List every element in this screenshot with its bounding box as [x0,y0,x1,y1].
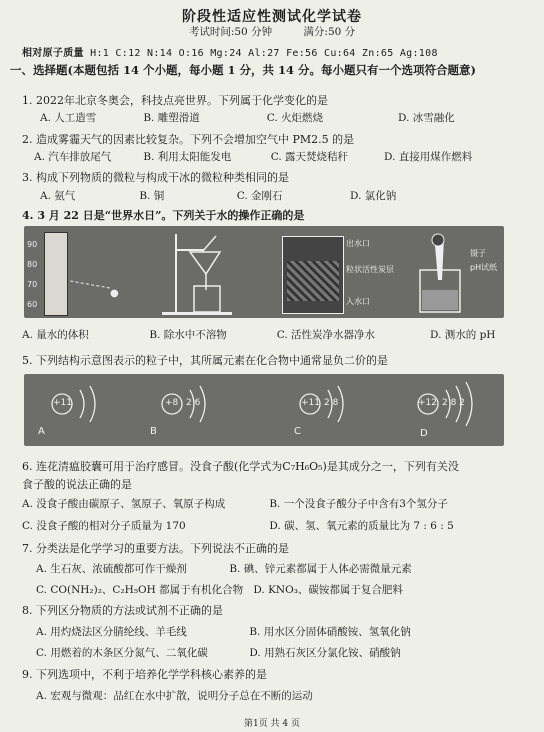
q1-option-b: B. 雕塑滑道 [143,112,200,124]
label-water-in: 入水口 [346,297,370,306]
sight-line [70,281,110,289]
filtration-apparatus [154,230,244,316]
q2-option-c: C. 露天焚烧秸秆 [270,151,349,163]
question-3-options [40,188,396,203]
q4-option-a: A. 量水的体积 [22,329,89,341]
exam-meta [0,24,544,39]
particle-d-letter: D [420,428,428,439]
q4-option-c: C. 活性炭净水器净水 [276,329,376,341]
question-5-stem: 5. 下列结构示意图表示的粒子中，其所属元素在化合物中通常显负二价的是 [22,354,388,367]
question-4-options [22,327,495,342]
q3-option-d: D. 氯化钠 [350,190,397,202]
q7-option-b: B. 碘、锌元素都属于人体必需微量元素 [229,563,412,575]
question-8-stem: 8. 下列区分物质的方法或试剂不正确的是 [22,604,223,617]
question-6-stem: 6. 连花清瘟胶囊可用于治疗感冒。没食子酸(化学式为C₇H₆O₅)是其成分之一，下列有关没 [22,460,459,473]
atomic-masses [22,44,438,59]
question-6-options-row2 [22,518,454,533]
carbon-layer [287,261,339,301]
question-3-stem: 3. 构成下列物质的微粒与构成干冰的微粒种类相同的是 [22,171,289,184]
exam-title: 阶段性适应性测试化学试卷 [182,9,362,25]
ph-test-apparatus [408,230,498,316]
graduated-cylinder [44,232,68,316]
label-water-out: 出水口 [346,239,370,248]
question-1-stem: 1. 2022年北京冬奥会，科技点亮世界。下列属于化学变化的是 [22,94,328,107]
particle-d-shells: 2 8 2 [442,398,465,408]
q6-option-c: C. 没食子酸的相对分子质量为 170 [22,520,186,532]
page-footer: 第1页 共 4 页 [243,719,301,729]
q3-option-b: B. 铜 [139,190,165,202]
particle-c-shells: 2 8 [324,398,339,408]
eye-icon: ● [110,288,119,299]
q8-option-c: C. 用燃着的木条区分氮气、二氧化碳 [36,647,208,659]
question-6-stem-cont: 食子酸的说法正确的是 [22,478,132,491]
q6-option-b: B. 一个没食子酸分子中含有3个氢分子 [269,498,448,510]
q1-option-a: A. 人工造雪 [40,112,97,124]
q7-option-a: A. 生石灰、浓硫酸都可作干燥剂 [36,563,187,575]
q1-option-c: C. 火炬燃烧 [266,112,324,124]
question-8-options-row1 [36,624,411,639]
section-heading: 一、选择题(本题包括 14 个小题，每小题 1 分，共 14 分。每小题只有一个选项符合题意) [10,63,476,77]
q6-option-d: D. 碳、氢、氧元素的质量比为 7 : 6 : 5 [269,520,454,532]
particle-a-letter: A [38,426,45,437]
particle-c-nucleus: +11 [301,398,320,408]
cyl-tick-80: 80 [27,260,38,269]
cyl-tick-70: 70 [27,280,38,289]
q1-option-d: D. 冰雪融化 [398,112,455,124]
question-5-figure [24,374,504,446]
particle-b-shells: 2 6 [186,398,201,408]
exam-time: 考试时间:50 分钟 [188,26,273,38]
label-tweezers: 镊子 [470,249,486,258]
cyl-tick-90: 90 [27,240,38,249]
q8-option-b: B. 用水区分固体硝酸铵、氢氧化钠 [249,626,411,638]
q8-option-a: A. 用灼烧法区分腈纶线、羊毛线 [36,626,187,638]
particle-a-nucleus: +11 [53,398,72,408]
question-6-options-row1 [22,496,448,511]
question-7-options-row2 [36,582,403,597]
question-9-option-a: A. 宏观与微观：品红在水中扩散，说明分子总在不断的运动 [36,690,313,702]
question-4-stem: 4. 3 月 22 日是“世界水日”。下列关于水的操作正确的是 [22,209,305,222]
atomic-masses-label: 相对原子质量 [22,48,84,59]
q4-option-d: D. 测水的 pH [430,329,496,341]
atomic-structures [24,374,504,446]
question-7-stem: 7. 分类法是化学学习的重要方法。下列说法不正确的是 [22,542,289,555]
particle-d-nucleus: +12 [418,398,437,408]
atomic-masses-values: H:1 C:12 N:14 O:16 Mg:24 Al:27 Fe:56 Cu:64 Zn:65 Ag:108 [90,48,438,59]
q7-option-c: C. CO(NH₂)₂、C₂H₅OH 都属于有机化合物 [36,584,244,596]
q2-option-d: D. 直接用煤作燃料 [384,151,473,163]
exam-score: 满分:50 分 [303,26,356,38]
particle-c-letter: C [294,426,301,437]
q2-option-b: B. 利用太阳能发电 [143,151,232,163]
question-2-stem: 2. 造成雾霾天气的因素比较复杂。下列不会增加空气中 PM2.5 的是 [22,133,355,146]
question-2-options [34,149,472,164]
label-carbon-layer: 粒状活性炭层 [346,265,394,274]
question-4-figure [24,226,504,318]
q4-option-b: B. 除水中不溶物 [149,329,227,341]
carbon-purifier [282,236,344,314]
q6-option-a: A. 没食子酸由碳原子、氢原子、氧原子构成 [22,498,226,510]
question-9-stem: 9. 下列选项中，不利于培养化学学科核心素养的是 [22,668,267,681]
q2-option-a: A. 汽车排放尾气 [34,151,112,163]
cyl-tick-60: 60 [27,300,38,309]
q3-option-a: A. 氨气 [40,190,76,202]
question-8-options-row2 [36,645,401,660]
label-ph-paper: pH试纸 [470,263,498,272]
particle-b-letter: B [150,426,157,437]
q8-option-d: D. 用熟石灰区分氯化铵、硝酸钠 [249,647,401,659]
q7-option-d: D. KNO₃、碳铵都属于复合肥料 [253,584,403,596]
particle-b-nucleus: +8 [165,398,179,408]
question-7-options-row1 [36,561,412,576]
question-1-options [40,110,455,125]
q3-option-c: C. 金刚石 [236,190,283,202]
